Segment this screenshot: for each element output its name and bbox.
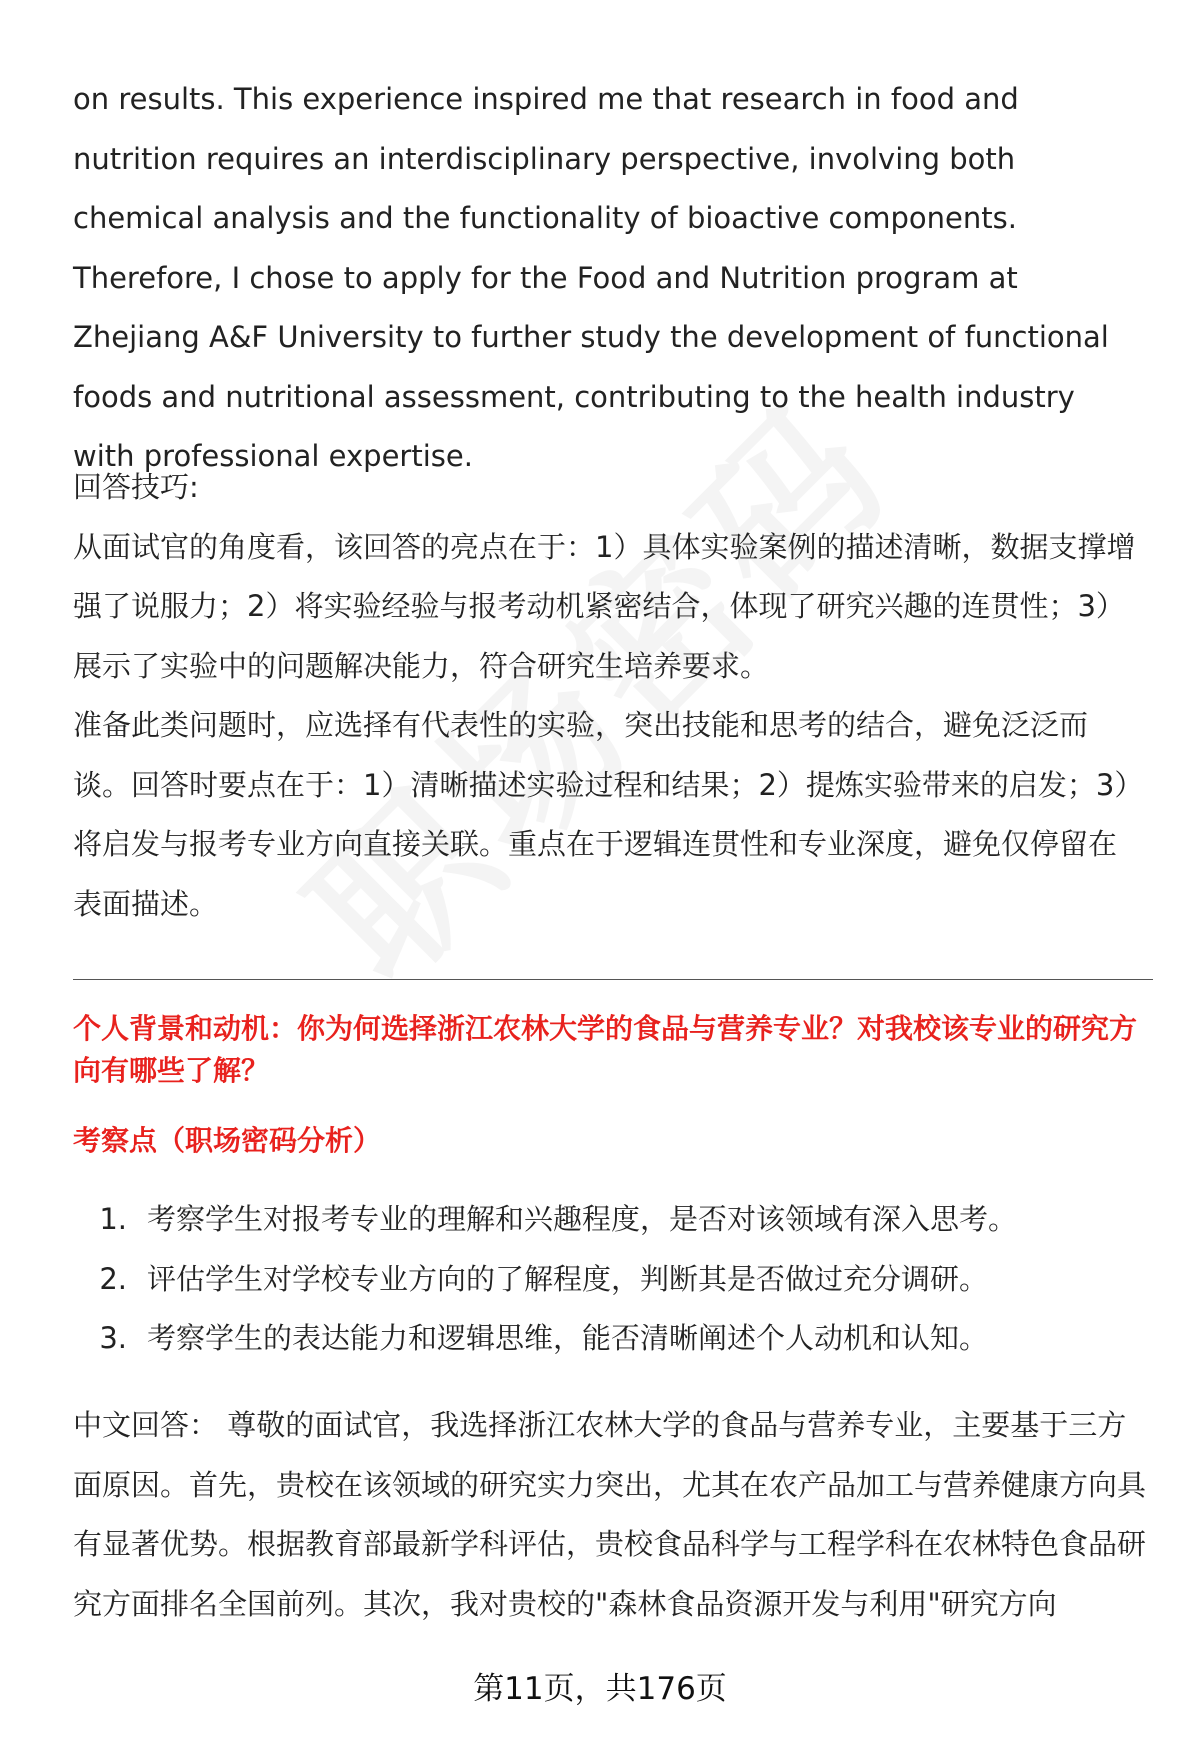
tips-heading: 回答技巧:: [73, 470, 199, 504]
chinese-answer: 中文回答： 尊敬的面试官，我选择浙江农林大学的食品与营养专业，主要基于三方面原因。首先，贵校在该领域的研究实力突出，尤其在农产品加工与营养健康方向具有显著优势。根据教育部最新学科评估，贵校食品科学与工程学科在农林特色食品研究方面排名全国前列。其次，我对贵校的"森林食品资源开发与利用"研究方向: [73, 1408, 1147, 1621]
list-text: 考察学生对报考专业的理解和兴趣程度，是否对该领域有深入思考。: [147, 1202, 1018, 1236]
intro-paragraph: on results. This experience inspired me that research in food and nutrition requires an interdisciplinary perspective, involving both chemical analysis and the functionality of bioactive components. Therefore, I chose to apply for the Food and Nutrition program at Zhejiang A&F University to further study the development of functional foods and nutritional assessment, contributing to the health industry with professional expertise.: [73, 82, 1109, 473]
assessment-list: [73, 1190, 1153, 1369]
section-divider: [73, 979, 1153, 980]
tips-paragraph-1: 从面试官的角度看，该回答的亮点在于：1）具体实验案例的描述清晰，数据支撑增强了说服力；2）将实验经验与报考动机紧密结合，体现了研究兴趣的连贯性；3）展示了实验中的问题解决能力，符合研究生培养要求。: [73, 529, 1136, 683]
question-heading: 个人背景和动机：你为何选择浙江农林大学的食品与营养专业？对我校该专业的研究方向有哪些了解？: [73, 1012, 1138, 1087]
page-number: 第11页，共176页: [473, 1671, 727, 1707]
list-item: [73, 1250, 1153, 1310]
list-item: [73, 1309, 1153, 1369]
list-number: 2.: [99, 1261, 127, 1296]
tips-paragraph-2: 准备此类问题时，应选择有代表性的实验，突出技能和思考的结合，避免泛泛而谈。回答时要点在于：1）清晰描述实验过程和结果；2）提炼实验带来的启发；3）将启发与报考专业方向直接关联。重点在于逻辑连贯性和专业深度，避免仅停留在表面描述。: [73, 708, 1129, 921]
assessment-title: 考察点（职场密码分析）: [73, 1124, 382, 1157]
list-number: 1.: [99, 1202, 127, 1236]
list-text: 考察学生的表达能力和逻辑思维，能否清晰阐述个人动机和认知。: [147, 1321, 989, 1355]
list-text: 评估学生对学校专业方向的了解程度，判断其是否做过充分调研。: [147, 1261, 989, 1296]
list-number: 3.: [99, 1321, 127, 1355]
answer-tips: [73, 458, 1143, 934]
list-item: [73, 1190, 1153, 1250]
